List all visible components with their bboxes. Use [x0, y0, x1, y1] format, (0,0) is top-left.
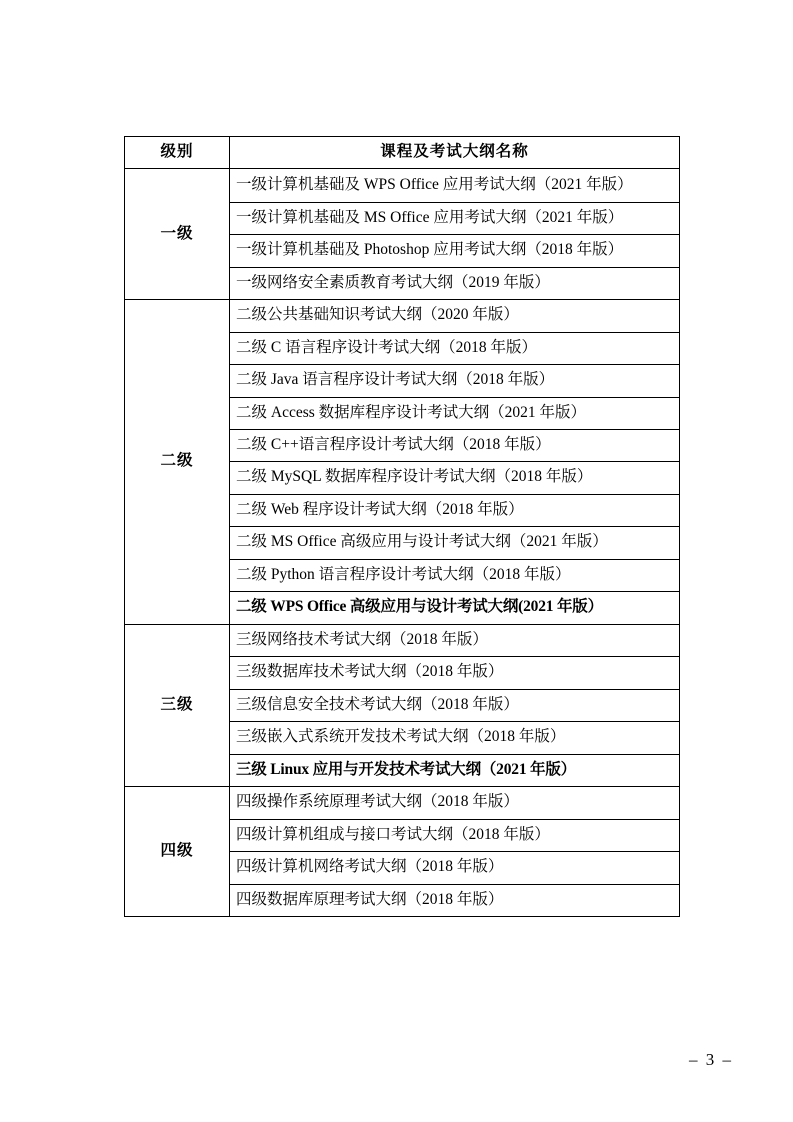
outline-name-cell: 二级 Web 程序设计考试大纲（2018 年版）: [230, 494, 680, 526]
outline-name-cell: 三级数据库技术考试大纲（2018 年版）: [230, 657, 680, 689]
outline-name-cell: 一级计算机基础及 WPS Office 应用考试大纲（2021 年版）: [230, 169, 680, 202]
outline-name-cell: 四级操作系统原理考试大纲（2018 年版）: [230, 787, 680, 819]
outline-name-cell: 二级公共基础知识考试大纲（2020 年版）: [230, 300, 680, 332]
outline-name-cell: 二级 WPS Office 高级应用与设计考试大纲(2021 年版）: [230, 592, 680, 624]
table-header-row: [125, 137, 680, 169]
outline-name-cell: 二级 Python 语言程序设计考试大纲（2018 年版）: [230, 559, 680, 591]
outline-name-cell: 三级嵌入式系统开发技术考试大纲（2018 年版）: [230, 722, 680, 754]
outline-name-cell: 三级信息安全技术考试大纲（2018 年版）: [230, 689, 680, 721]
outline-name-cell: 二级 Access 数据库程序设计考试大纲（2021 年版）: [230, 397, 680, 429]
exam-outline-table: [124, 136, 680, 917]
outline-name-cell: 一级计算机基础及 Photoshop 应用考试大纲（2018 年版）: [230, 235, 680, 267]
exam-outline-table-container: [124, 136, 680, 917]
level-cell-2: 二级: [125, 300, 230, 625]
level-cell-1: 一级: [125, 169, 230, 300]
level-cell-3: 三级: [125, 624, 230, 786]
outline-name-cell: 一级网络安全素质教育考试大纲（2019 年版）: [230, 267, 680, 299]
table-row: [125, 300, 680, 332]
outline-name-cell: 三级 Linux 应用与开发技术考试大纲（2021 年版）: [230, 754, 680, 786]
outline-name-cell: 三级网络技术考试大纲（2018 年版）: [230, 624, 680, 656]
table-body: [125, 137, 680, 917]
table-row: [125, 624, 680, 656]
outline-name-cell: 二级 C++语言程序设计考试大纲（2018 年版）: [230, 430, 680, 462]
outline-name-cell: 四级计算机组成与接口考试大纲（2018 年版）: [230, 819, 680, 851]
outline-name-cell: 四级数据库原理考试大纲（2018 年版）: [230, 884, 680, 916]
table-row: [125, 787, 680, 819]
outline-name-cell: 一级计算机基础及 MS Office 应用考试大纲（2021 年版）: [230, 202, 680, 234]
outline-name-cell: 二级 MS Office 高级应用与设计考试大纲（2021 年版）: [230, 527, 680, 559]
outline-name-cell: 二级 Java 语言程序设计考试大纲（2018 年版）: [230, 365, 680, 397]
outline-name-cell: 四级计算机网络考试大纲（2018 年版）: [230, 852, 680, 884]
table-row: [125, 169, 680, 202]
outline-name-cell: 二级 MySQL 数据库程序设计考试大纲（2018 年版）: [230, 462, 680, 494]
page-number: – 3 –: [689, 1050, 733, 1069]
level-cell-4: 四级: [125, 787, 230, 917]
outline-name-cell: 二级 C 语言程序设计考试大纲（2018 年版）: [230, 332, 680, 364]
column-header-level: 级别: [125, 137, 230, 169]
column-header-name: 课程及考试大纲名称: [230, 137, 680, 169]
